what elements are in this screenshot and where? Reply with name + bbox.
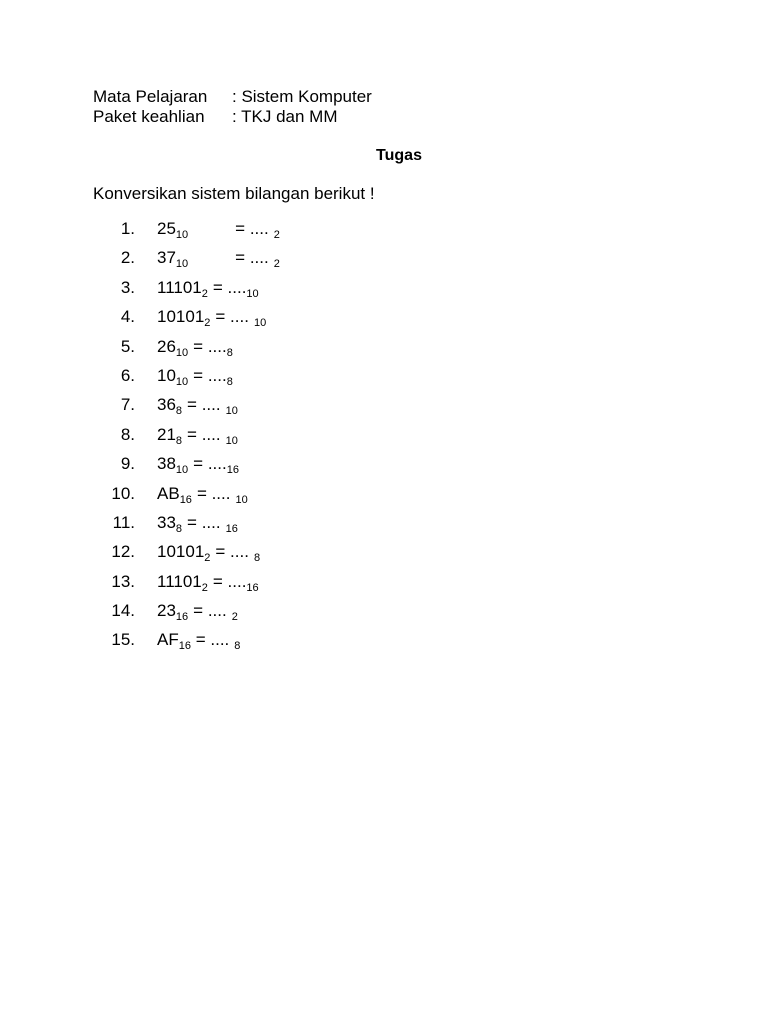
source-base: 2 [204,317,211,330]
question-number: 8. [120,424,135,444]
question-expression [157,219,280,241]
question-expression [157,572,259,594]
source-base: 10 [175,464,189,477]
source-value: 11101 [157,277,202,297]
source-base: 16 [175,611,189,624]
question-item [0,307,768,336]
source-value: 36 [157,395,176,415]
answer-blank: = .... [235,219,269,238]
answer-blank: = .... [215,542,249,562]
source-value: AF [157,630,179,650]
source-base: 16 [178,640,191,653]
source-base: 8 [175,434,183,447]
question-item [0,484,768,513]
question-number: 1. [120,219,135,238]
source-base: 10 [175,258,189,271]
source-value: 21 [157,424,176,444]
answer-blank: = .... [193,454,227,474]
source-value: 38 [157,454,176,474]
question-expression [157,425,238,447]
question-number: 3. [120,277,135,297]
question-number: 9. [120,454,135,474]
question-item [0,572,768,601]
target-base: 10 [253,317,267,330]
question-list [0,219,768,660]
subject-row [93,87,372,107]
package-row [93,107,338,127]
source-base: 10 [175,375,189,388]
answer-blank: = .... [193,601,227,621]
answer-blank: = .... [187,424,221,444]
source-value: 37 [157,248,176,268]
source-base: 8 [175,522,183,535]
target-base: 10 [225,434,238,447]
question-number: 13. [111,571,135,591]
question-expression [157,542,260,564]
question-item [0,601,768,630]
source-value: 10101 [157,307,205,327]
source-base: 10 [175,229,189,241]
question-expression [157,248,280,270]
source-base: 2 [201,287,208,300]
question-expression [157,278,259,300]
subject-value: : Sistem Komputer [232,87,372,106]
question-expression [157,307,266,329]
question-number: 2. [120,248,135,268]
question-item [0,248,768,277]
target-base: 8 [253,552,261,565]
question-item [0,542,768,571]
subject-label: Mata Pelajaran [93,87,208,106]
target-base: 2 [231,611,238,624]
target-base: 10 [235,493,248,506]
question-number: 12. [111,542,135,562]
question-item [0,395,768,424]
answer-blank: = .... [187,395,221,415]
source-base: 16 [179,493,192,506]
answer-blank: = .... [193,336,227,356]
answer-blank: = .... [215,307,249,327]
package-value: : TKJ dan MM [232,107,338,126]
source-value: 23 [157,601,176,621]
question-expression [157,601,238,623]
question-item [0,630,768,659]
target-base: 10 [246,287,259,300]
question-item [0,366,768,395]
question-expression [157,337,233,359]
source-value: 10 [157,365,176,385]
answer-blank: = .... [187,512,221,532]
target-base: 16 [246,581,259,594]
question-item [0,278,768,307]
question-item [0,337,768,366]
question-expression [157,513,238,535]
answer-blank: = .... [212,571,247,591]
source-value: 26 [157,336,176,356]
source-base: 10 [175,346,189,359]
target-base: 16 [225,522,238,535]
question-number: 14. [111,601,135,621]
question-expression [157,395,238,417]
target-base: 16 [226,464,239,477]
document-title: Tugas [376,147,422,164]
source-value: 25 [157,219,176,238]
target-base: 2 [273,229,280,241]
answer-blank: = .... [235,248,269,268]
question-expression [157,366,233,388]
answer-blank: = .... [195,630,230,650]
target-base: 10 [225,405,238,418]
question-number: 7. [120,395,135,415]
source-base: 8 [175,405,183,418]
question-item [0,454,768,483]
question-number: 10. [111,483,135,503]
target-base: 8 [226,346,233,359]
question-item [0,219,768,248]
source-value: 11101 [157,571,202,591]
source-value: AB [157,483,180,503]
target-base: 2 [273,258,280,271]
answer-blank: = .... [212,277,247,297]
package-label: Paket keahlian [93,107,205,126]
question-expression [157,630,240,652]
question-number: 4. [120,307,135,327]
question-expression [157,484,248,506]
instruction-text: Konversikan sistem bilangan berikut ! [93,184,375,203]
source-base: 2 [204,552,211,565]
question-number: 11. [112,512,135,532]
answer-blank: = .... [193,365,227,385]
source-base: 2 [201,581,208,594]
question-expression [157,454,239,476]
source-value: 10101 [157,542,205,562]
question-item [0,425,768,454]
source-value: 33 [157,512,176,532]
question-item [0,513,768,542]
question-number: 6. [120,365,135,385]
answer-blank: = .... [196,483,231,503]
question-number: 15. [111,630,135,650]
target-base: 8 [226,375,233,388]
question-number: 5. [120,336,135,356]
target-base: 8 [234,640,241,653]
